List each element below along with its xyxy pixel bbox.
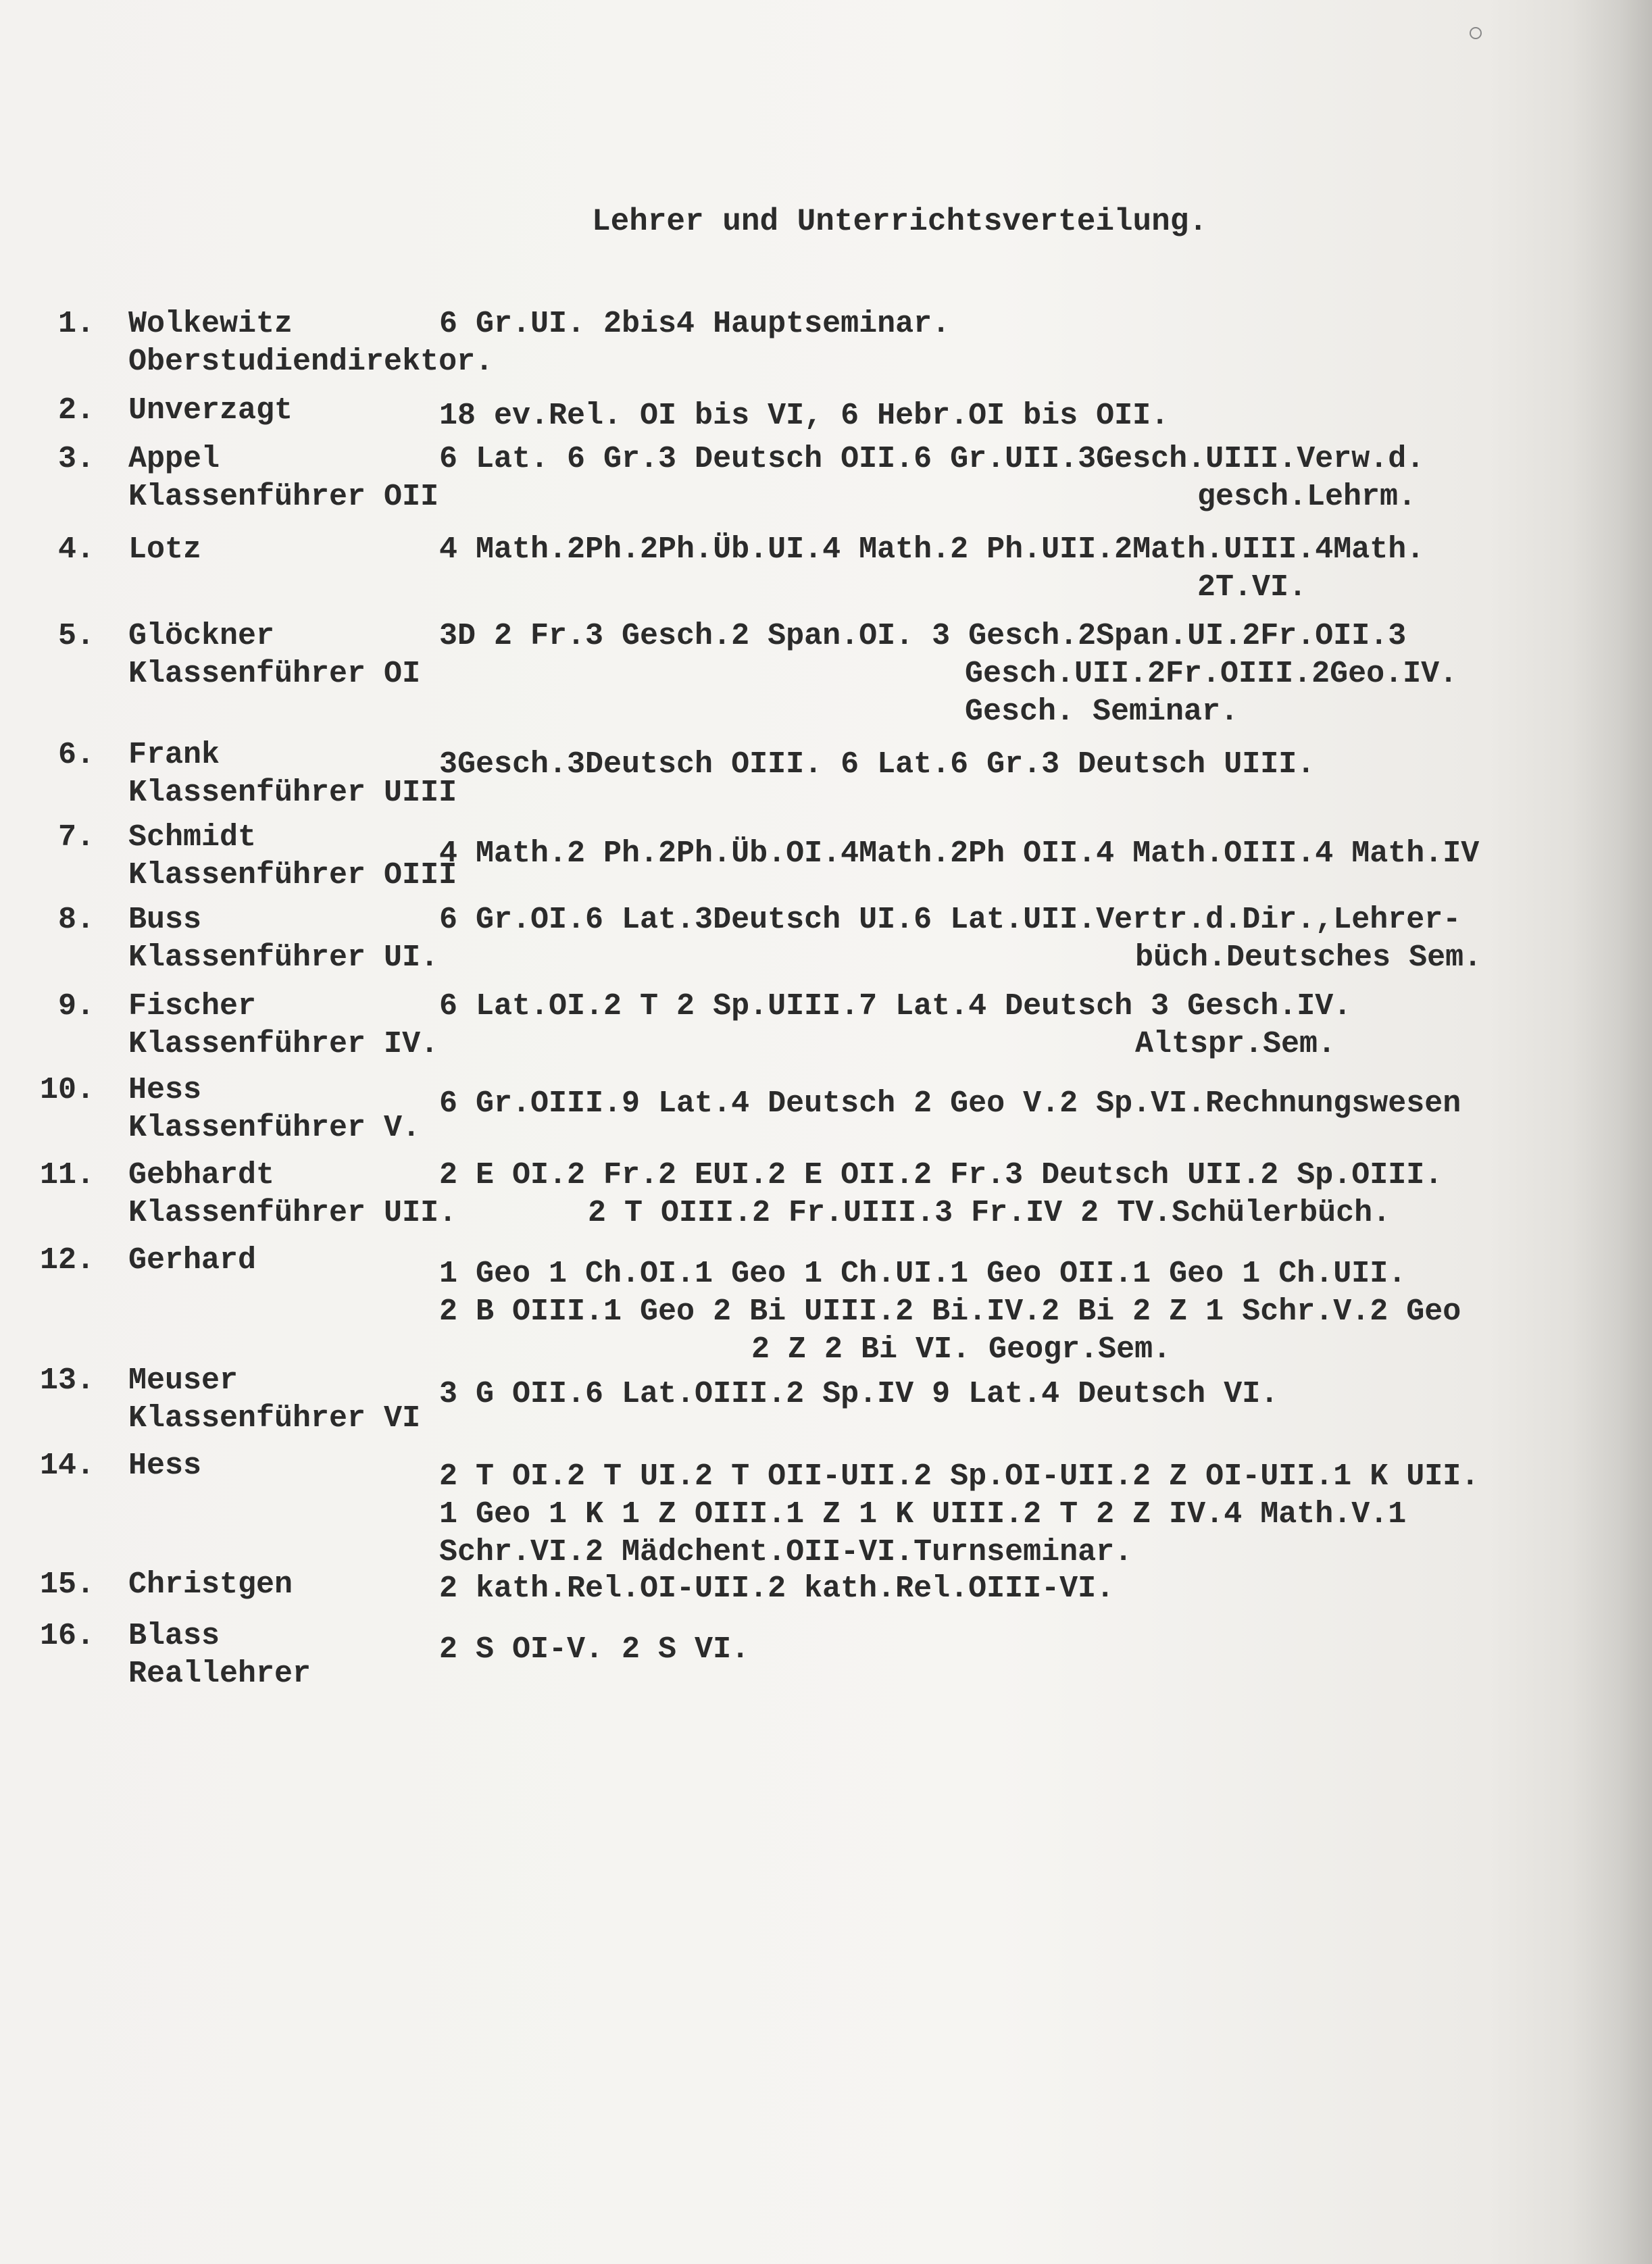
teacher-name: Gebhardt (128, 1158, 275, 1192)
teacher-name: Blass (128, 1619, 220, 1653)
teacher-name: Christgen (128, 1567, 293, 1602)
document-title: Lehrer und Unterrichtsverteilung. (592, 204, 1207, 239)
teacher-role: Klassenführer UIII (128, 776, 457, 810)
teacher-name: Fischer (128, 989, 257, 1024)
entry-number: 4. (57, 532, 95, 567)
teacher-role: Klassenführer IV. (128, 1027, 439, 1061)
teacher-role: Klassenführer VI (128, 1401, 421, 1436)
teacher-role: Klassenführer OIII (128, 858, 457, 892)
teacher-name: Schmidt (128, 820, 257, 855)
entry-number: 15. (39, 1567, 95, 1602)
entry-number: 3. (57, 442, 95, 476)
page-edge-shadow (1571, 0, 1652, 2264)
teacher-role: Oberstudiendirektor. (128, 345, 494, 379)
subject-line: 6 Lat.OI.2 T 2 Sp.UIII.7 Lat.4 Deutsch 3 Gesch.IV. (439, 989, 1352, 1024)
subject-line: 2 E OI.2 Fr.2 EUI.2 E OII.2 Fr.3 Deutsch UII.2 Sp.OIII. (439, 1158, 1443, 1192)
teacher-name: Buss (128, 903, 202, 937)
teacher-role: Klassenführer V. (128, 1111, 421, 1145)
teacher-role: Klassenführer OII (128, 480, 439, 514)
entry-number: 1. (57, 307, 95, 341)
subject-line: Gesch.UII.2Fr.OIII.2Geo.IV. (965, 657, 1458, 691)
subject-line: 1 Geo 1 K 1 Z OIII.1 Z 1 K UIII.2 T 2 Z IV.4 Math.V.1 (439, 1497, 1407, 1532)
teacher-role: Klassenführer UII. (128, 1196, 457, 1230)
teacher-name: Unverzagt (128, 393, 293, 428)
subject-line: 6 Gr.UI. 2bis4 Hauptseminar. (439, 307, 951, 341)
entry-number: 5. (57, 619, 95, 653)
subject-line: Gesch. Seminar. (965, 695, 1239, 729)
subject-line: 6 Gr.OIII.9 Lat.4 Deutsch 2 Geo V.2 Sp.VI.Rechnungswesen (439, 1086, 1461, 1121)
subject-line: Altspr.Sem. (1135, 1027, 1336, 1061)
teacher-role: Klassenführer UI. (128, 940, 439, 975)
subject-line: 4 Math.2Ph.2Ph.Üb.UI.4 Math.2 Ph.UII.2Math.UIII.4Math. (439, 532, 1425, 567)
entry-number: 6. (57, 738, 95, 772)
subject-line: 2T.VI. (1197, 570, 1307, 605)
subject-line: 3D 2 Fr.3 Gesch.2 Span.OI. 3 Gesch.2Span.UI.2Fr.OII.3 (439, 619, 1407, 653)
teacher-role: Reallehrer (128, 1657, 311, 1691)
teacher-name: Appel (128, 442, 220, 476)
entry-number: 12. (39, 1243, 95, 1278)
teacher-name: Meuser (128, 1363, 239, 1398)
subject-line: 2 B OIII.1 Geo 2 Bi UIII.2 Bi.IV.2 Bi 2 Z 1 Schr.V.2 Geo (439, 1294, 1461, 1329)
teacher-name: Wolkewitz (128, 307, 293, 341)
subject-line: 3 G OII.6 Lat.OIII.2 Sp.IV 9 Lat.4 Deutsch VI. (439, 1377, 1279, 1411)
entry-number: 7. (57, 820, 95, 855)
teacher-name: Glöckner (128, 619, 275, 653)
punch-hole-mark (1470, 27, 1482, 39)
subject-line: 2 kath.Rel.OI-UII.2 kath.Rel.OIII-VI. (439, 1571, 1115, 1606)
entry-number: 8. (57, 903, 95, 937)
teacher-name: Frank (128, 738, 220, 772)
entry-number: 11. (39, 1158, 95, 1192)
subject-line: 2 S OI-V. 2 S VI. (439, 1632, 750, 1667)
subject-line: 4 Math.2 Ph.2Ph.Üb.OI.4Math.2Ph OII.4 Math.OIII.4 Math.IV (439, 836, 1480, 871)
entry-number: 9. (57, 989, 95, 1024)
subject-line: 2 T OIII.2 Fr.UIII.3 Fr.IV 2 TV.Schülerbüch. (588, 1196, 1391, 1230)
teacher-name: Hess (128, 1449, 202, 1483)
teacher-name: Lotz (128, 532, 202, 567)
subject-line: 2 T OI.2 T UI.2 T OII-UII.2 Sp.OI-UII.2 Z OI-UII.1 K UII. (439, 1459, 1480, 1494)
entry-number: 10. (39, 1073, 95, 1107)
teacher-name: Hess (128, 1073, 202, 1107)
teacher-role: Klassenführer OI (128, 657, 421, 691)
subject-line: 18 ev.Rel. OI bis VI, 6 Hebr.OI bis OII. (439, 399, 1170, 433)
subject-line: 3Gesch.3Deutsch OIII. 6 Lat.6 Gr.3 Deutsch UIII. (439, 747, 1316, 782)
entry-number: 13. (39, 1363, 95, 1398)
subject-line: 2 Z 2 Bi VI. Geogr.Sem. (751, 1332, 1172, 1367)
subject-line: büch.Deutsches Sem. (1135, 940, 1482, 975)
entry-number: 16. (39, 1619, 95, 1653)
teacher-name: Gerhard (128, 1243, 257, 1278)
subject-line: 6 Gr.OI.6 Lat.3Deutsch UI.6 Lat.UII.Vertr.d.Dir.,Lehrer- (439, 903, 1461, 937)
subject-line: 6 Lat. 6 Gr.3 Deutsch OII.6 Gr.UII.3Gesch.UIII.Verw.d. (439, 442, 1425, 476)
entry-number: 2. (57, 393, 95, 428)
subject-line: 1 Geo 1 Ch.OI.1 Geo 1 Ch.UI.1 Geo OII.1 Geo 1 Ch.UII. (439, 1257, 1407, 1291)
entry-number: 14. (39, 1449, 95, 1483)
subject-line: gesch.Lehrm. (1197, 480, 1417, 514)
subject-line: Schr.VI.2 Mädchent.OII-VI.Turnseminar. (439, 1535, 1133, 1569)
